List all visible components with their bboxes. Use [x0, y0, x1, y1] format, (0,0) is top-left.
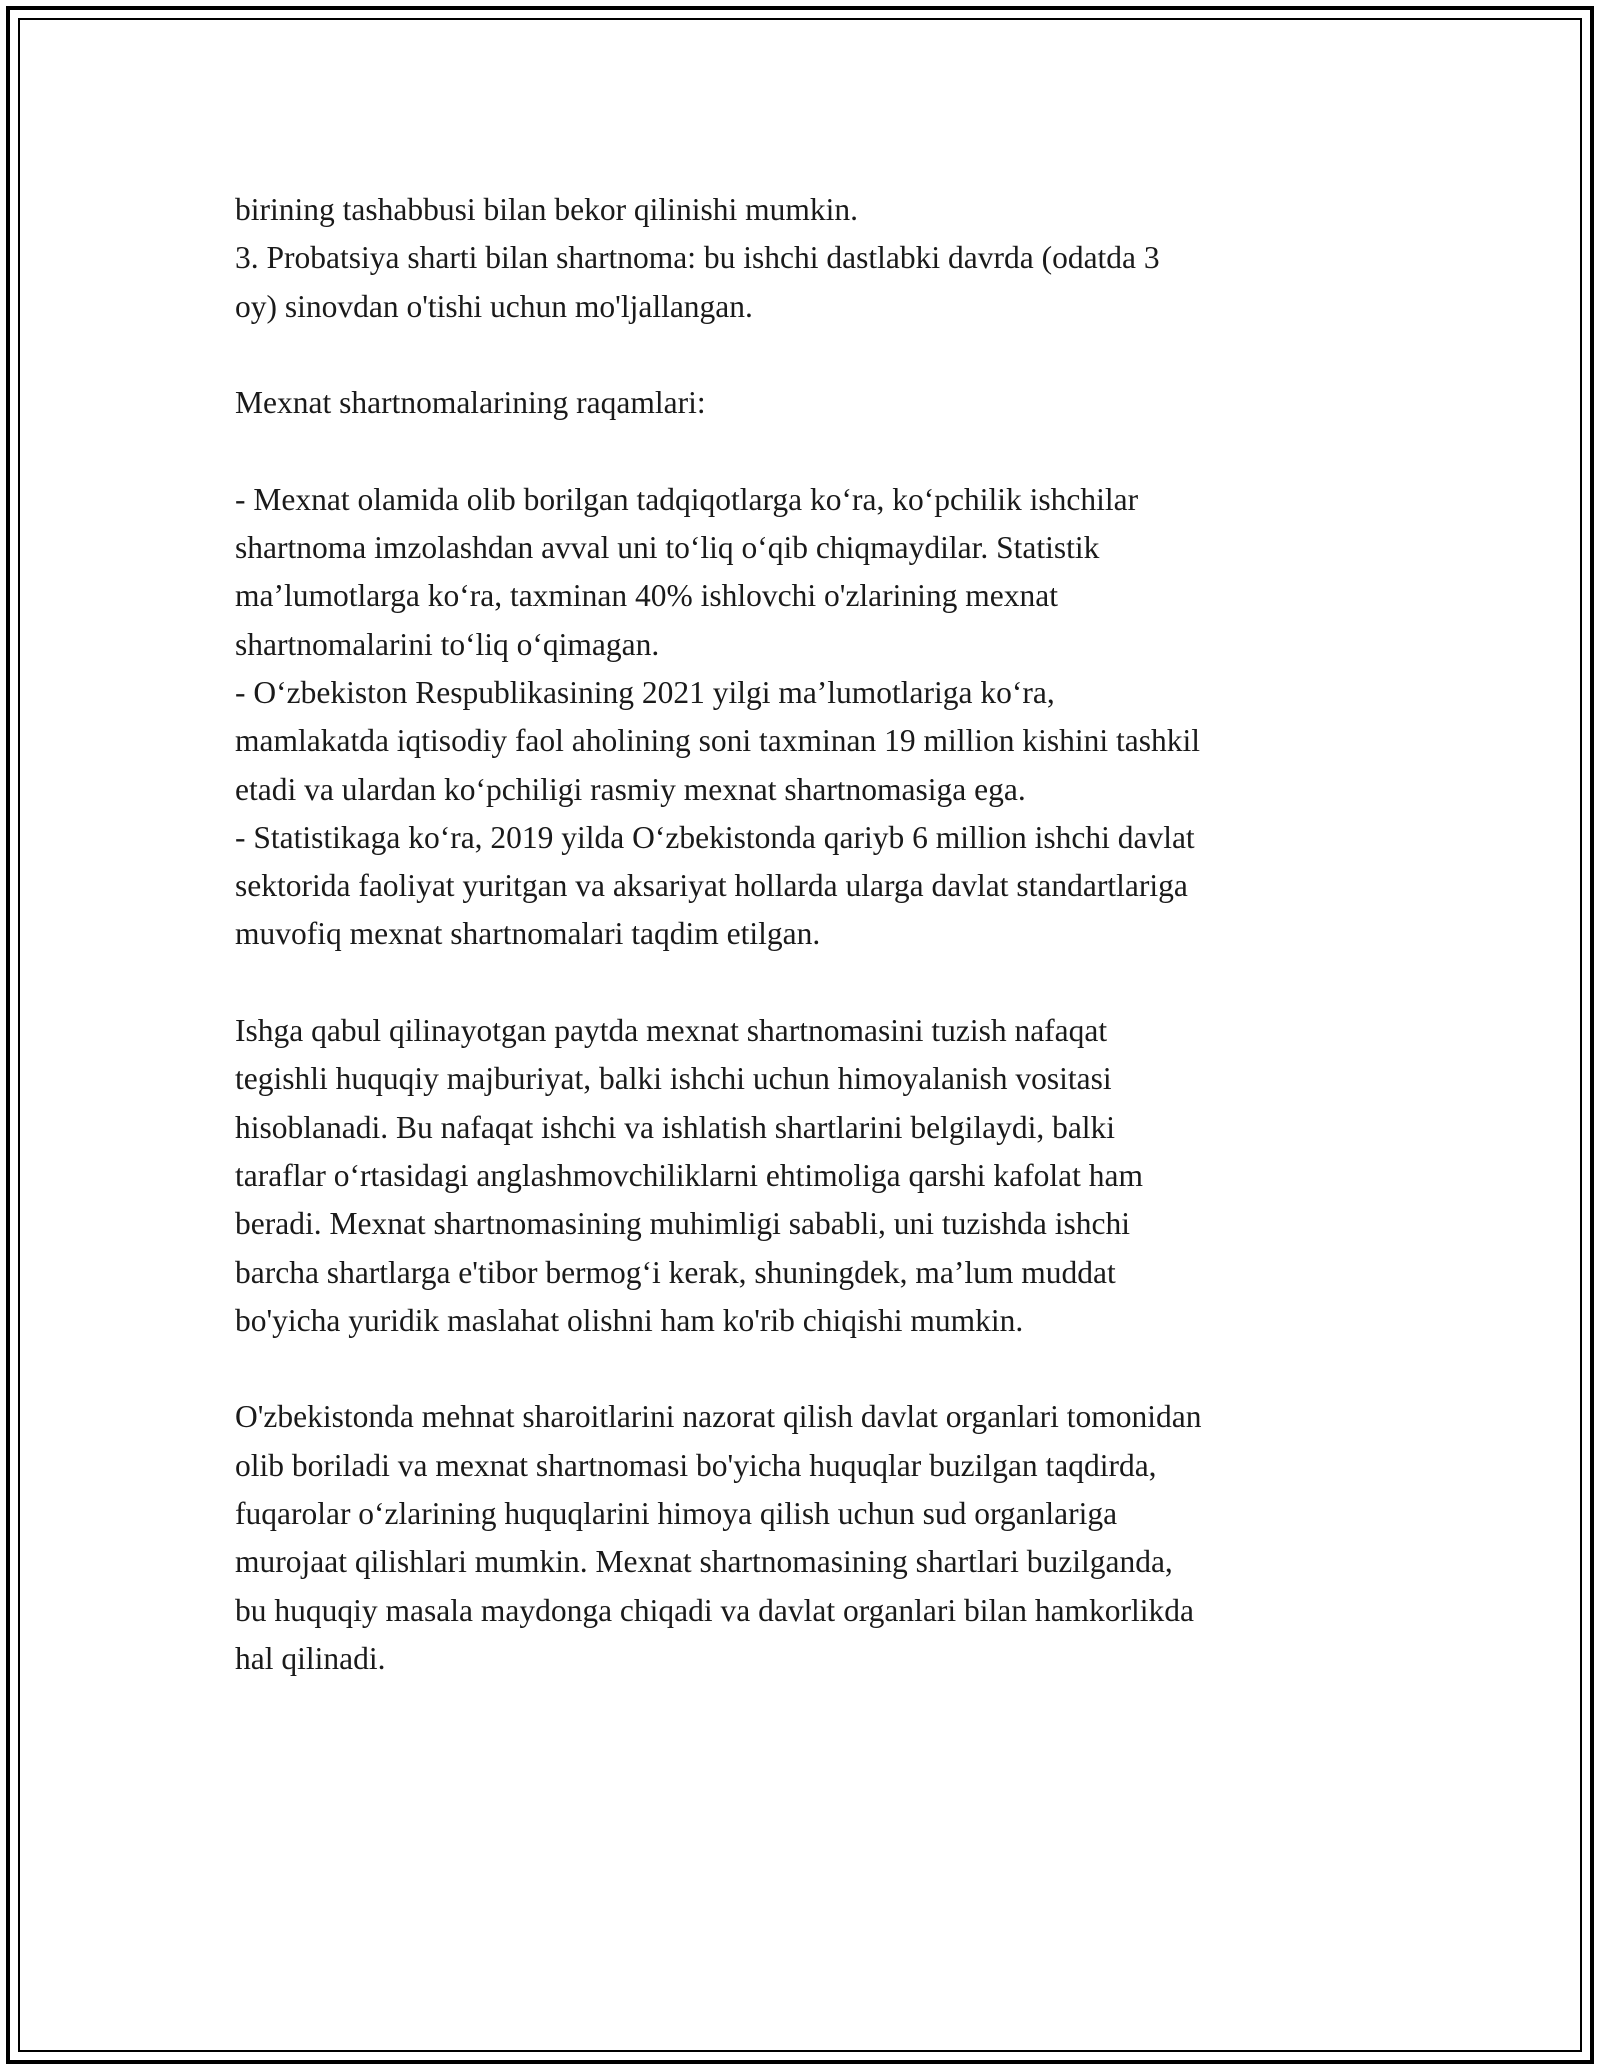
text-line: - Statistikaga ko‘ra, 2019 yilda O‘zbekistonda qariyb 6 million ishchi davlat — [235, 819, 1195, 855]
section-heading: Mexnat shartnomalarining raqamlari: — [235, 385, 706, 421]
paragraph-gap — [235, 331, 1375, 379]
text-line: beradi. Mexnat shartnomasining muhimligi sababli, uni tuzishda ishchi — [235, 1206, 1130, 1242]
text-line: hisoblanadi. Bu nafaqat ishchi va ishlatish shartlarini belgilaydi, balki — [235, 1109, 1116, 1145]
text-line: murojaat qilishlari mumkin. Mexnat shartnomasining shartlari buzilganda, — [235, 1544, 1173, 1580]
text-line: bu huquqiy masala maydonga chiqadi va davlat organlari bilan hamkorlikda — [235, 1592, 1195, 1628]
document-body — [235, 186, 1375, 1683]
text-line: olib boriladi va mexnat shartnomasi bo'yicha huquqlar buzilgan taqdirda, — [235, 1447, 1157, 1483]
text-line: ma’lumotlarga ko‘ra, taxminan 40% ishlovchi o'zlarining mexnat — [235, 578, 1058, 614]
text-line: birining tashabbusi bilan bekor qilinishi mumkin. — [235, 192, 858, 227]
paragraph-gap — [235, 959, 1375, 1007]
text-line: shartnomalarini to‘liq o‘qimagan. — [235, 626, 660, 662]
text-line: fuqarolar o‘zlarining huquqlarini himoya qilish uchun sud organlariga — [235, 1496, 1118, 1532]
paragraph-gap — [235, 427, 1375, 475]
text-line: mamlakatda iqtisodiy faol aholining soni taxminan 19 million kishini tashkil — [235, 723, 1201, 759]
text-line: - O‘zbekiston Respublikasining 2021 yilgi ma’lumotlariga ko‘ra, — [235, 674, 1055, 710]
text-line: muvofiq mexnat shartnomalari taqdim etilgan. — [235, 916, 821, 952]
text-line: Ishga qabul qilinayotgan paytda mexnat shartnomasini tuzish nafaqat — [235, 1013, 1108, 1049]
text-line: barcha shartlarga e'tibor bermog‘i kerak, shuningdek, ma’lum muddat — [235, 1254, 1116, 1290]
text-line: sektorida faoliyat yuritgan va aksariyat hollarda ularga davlat standartlariga — [235, 868, 1188, 904]
text-line: tegishli huquqiy majburiyat, balki ishchi uchun himoyalanish vositasi — [235, 1061, 1112, 1097]
text-line: O'zbekistonda mehnat sharoitlarini nazorat qilish davlat organlari tomonidan — [235, 1399, 1202, 1435]
text-line: shartnoma imzolashdan avval uni to‘liq o‘qib chiqmaydilar. Statistik — [235, 530, 1100, 566]
text-line: 3. Probatsiya sharti bilan shartnoma: bu ishchi dastlabki davrda (odatda 3 — [235, 240, 1160, 276]
text-line: taraflar o‘rtasidagi anglashmovchiliklarni ehtimoliga qarshi kafolat ham — [235, 1157, 1143, 1193]
text-line: - Mexnat olamida olib borilgan tadqiqotlarga ko‘ra, ko‘pchilik ishchilar — [235, 481, 1139, 517]
text-line: oy) sinovdan o'tishi uchun mo'ljallangan. — [235, 288, 753, 324]
text-line: bo'yicha yuridik maslahat olishni ham ko'rib chiqishi mumkin. — [235, 1302, 1024, 1338]
text-line: hal qilinadi. — [235, 1640, 386, 1676]
text-line: etadi va ulardan ko‘pchiligi rasmiy mexnat shartnomasiga ega. — [235, 771, 1026, 807]
paragraph-gap — [235, 1345, 1375, 1393]
